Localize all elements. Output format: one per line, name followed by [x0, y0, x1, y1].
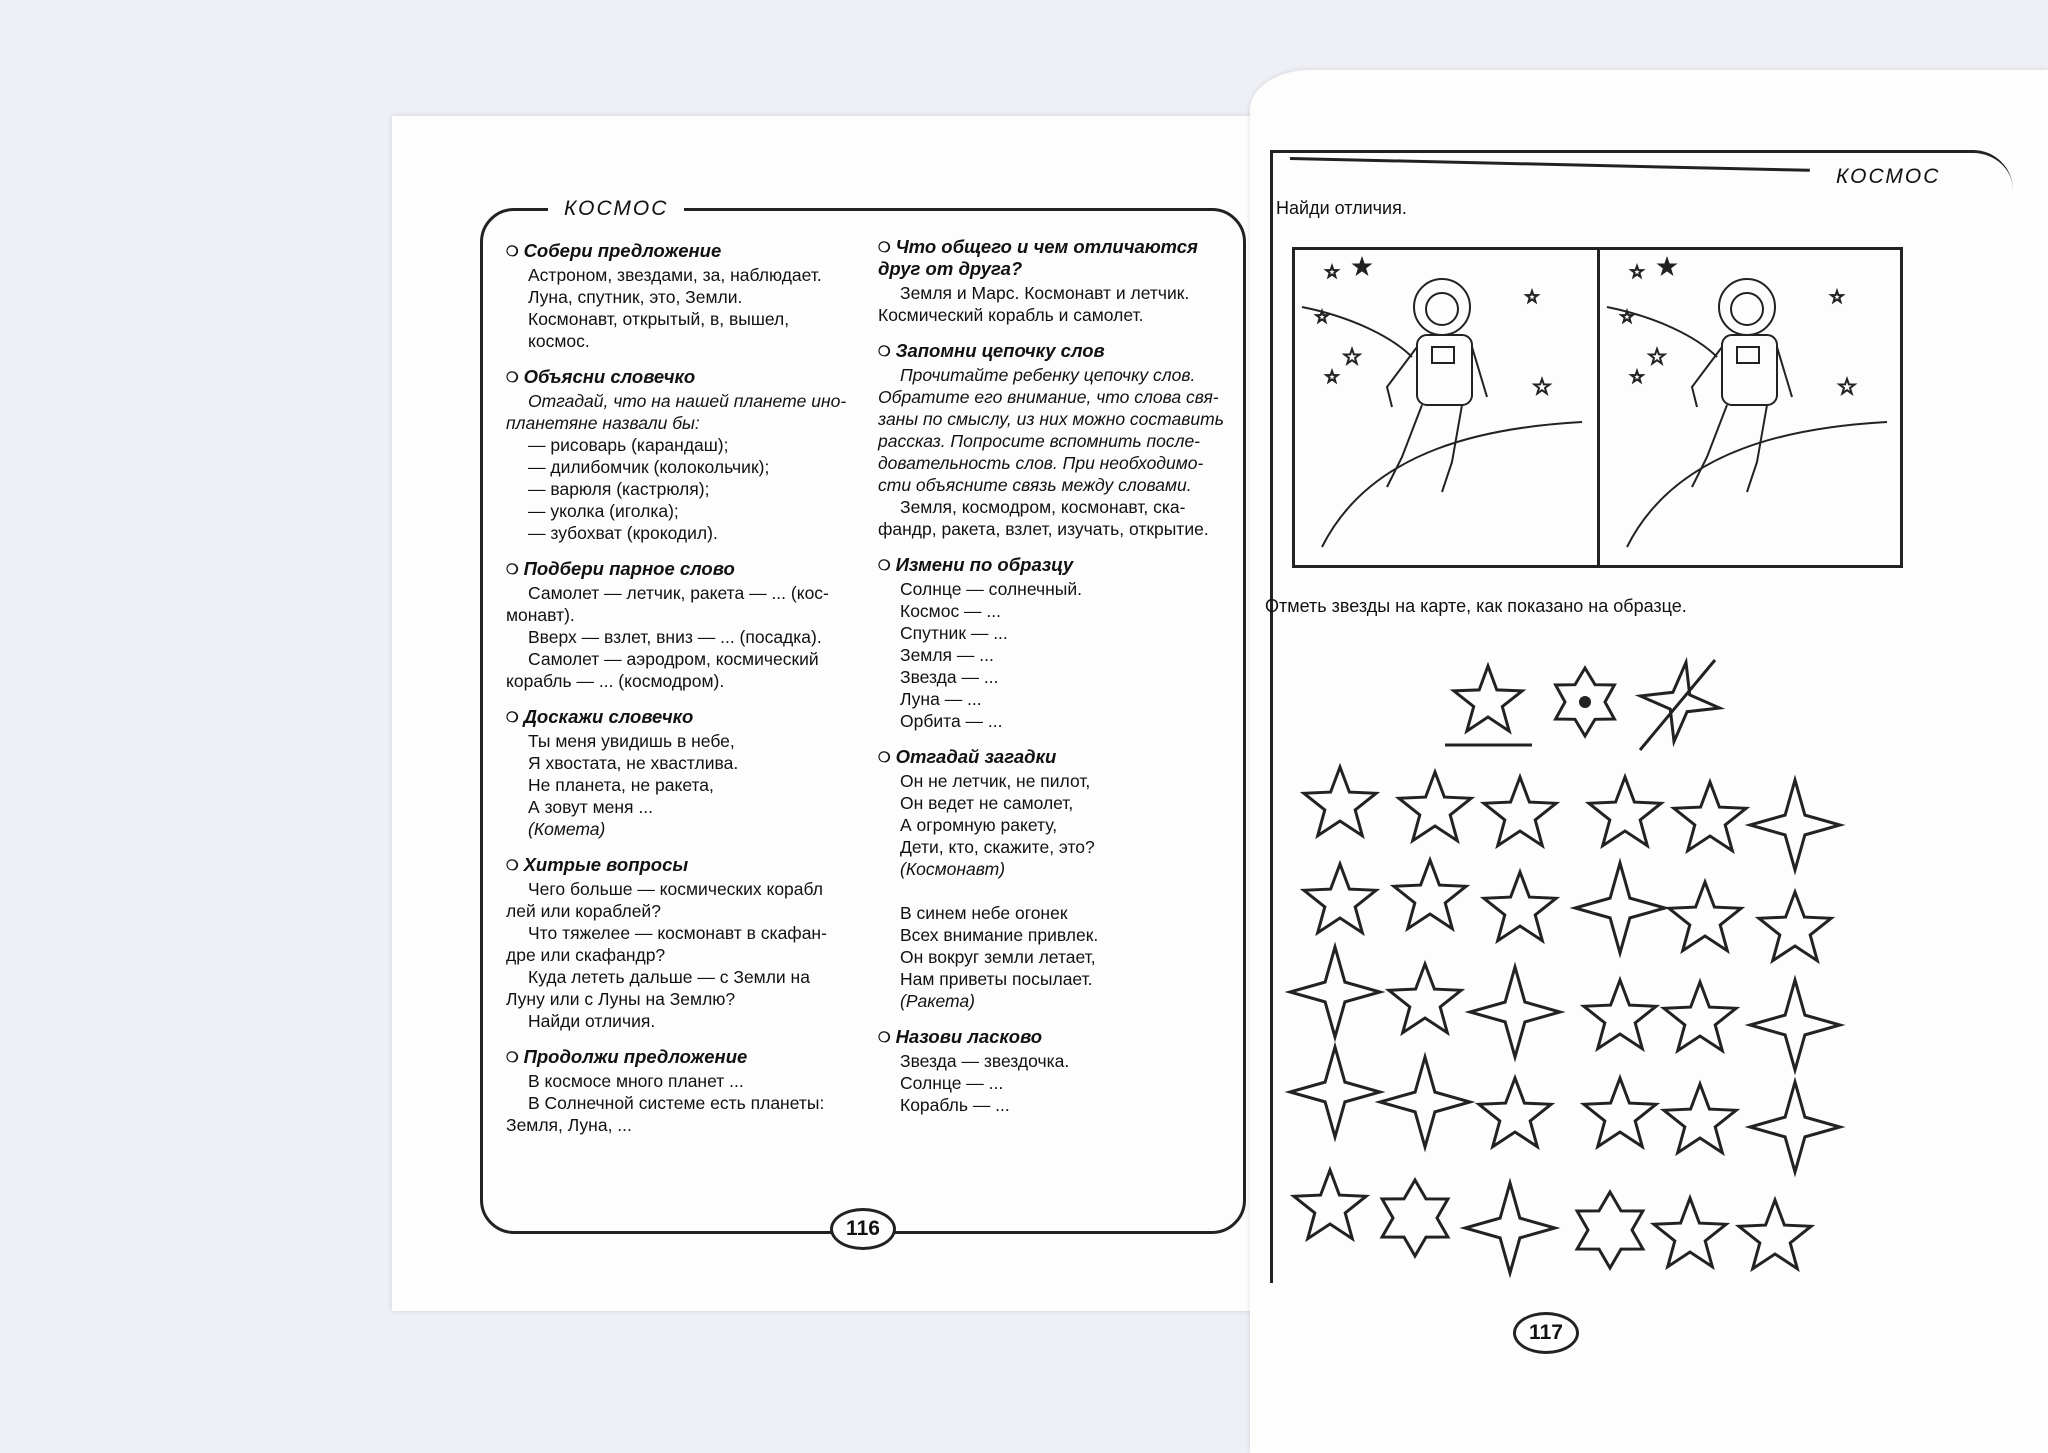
section-title: ❍ Объясни словечко — [506, 366, 851, 388]
astronaut-right — [1607, 259, 1887, 547]
text-line: Чего больше — космических корабл — [528, 879, 823, 899]
star-shape — [1389, 964, 1461, 1033]
text-line: Корабль — ... — [900, 1095, 1010, 1115]
star-shape — [1654, 1198, 1726, 1267]
text-line: заны по смыслу, из них можно составить — [878, 409, 1224, 429]
text-line: — дилибомчик (колокольчик); — [528, 457, 770, 477]
left-page-header: КОСМОС — [548, 197, 684, 221]
star-shape — [1589, 777, 1661, 846]
text-line: Я хвостата, не хвастлива. — [528, 753, 739, 773]
star-shape — [1584, 980, 1656, 1049]
star-shape — [1674, 782, 1746, 851]
text-line: Луна, спутник, это, Земли. — [528, 287, 743, 307]
star-shape — [1380, 1057, 1470, 1147]
page-number-right: 117 — [1513, 1312, 1579, 1354]
text-line: Звезда — звездочка. — [900, 1051, 1070, 1071]
section — [506, 854, 851, 1032]
text-line: монавт). — [506, 605, 575, 625]
section — [506, 558, 851, 692]
section — [506, 706, 851, 840]
left-column-a — [506, 240, 851, 1150]
star-shape — [1399, 772, 1471, 841]
text-line: Куда лететь дальше — с Земли на — [528, 967, 810, 987]
star-shape — [1304, 767, 1376, 836]
text-line: Солнце — солнечный. — [900, 579, 1082, 599]
text-line: довательность слов. При необходимо- — [878, 453, 1204, 473]
star-shape — [1750, 1082, 1840, 1172]
text-line: Солнце — ... — [900, 1073, 1004, 1093]
text-line: Найди отличия. — [528, 1011, 656, 1031]
text-line: (Ракета) — [900, 991, 975, 1011]
star-shape — [1759, 892, 1831, 961]
section-title: ❍ Отгадай загадки — [878, 746, 1228, 768]
section — [878, 340, 1228, 540]
text-line — [878, 880, 1228, 902]
astronaut-illustrations — [1292, 247, 1897, 562]
mark-stars-instruction: Отметь звезды на карте, как показано на образце. — [1265, 596, 1687, 616]
section — [878, 554, 1228, 732]
text-line: Он ведет не самолет, — [900, 793, 1074, 813]
text-line: сти объясните связь между словами. — [878, 475, 1192, 495]
sample-star-underlined — [1454, 666, 1522, 731]
text-line: В Солнечной системе есть планеты: — [528, 1093, 825, 1113]
text-line: А огромную ракету, — [900, 815, 1058, 835]
section-title: ❍ Измени по образцу — [878, 554, 1228, 576]
text-line: корабль — ... (космодром). — [506, 671, 725, 691]
section — [878, 1026, 1228, 1116]
star-shape — [1664, 982, 1736, 1051]
star-shape — [1394, 860, 1466, 929]
text-line: Самолет — аэродром, космический — [528, 649, 819, 669]
star-shape — [1294, 1170, 1366, 1239]
astronaut-left — [1302, 259, 1582, 547]
star-shape — [1750, 780, 1840, 870]
text-line: рассказ. Попросите вспомнить после- — [878, 431, 1201, 451]
section — [506, 1046, 851, 1136]
text-line: Земля — ... — [900, 645, 994, 665]
text-line: (Комета) — [528, 819, 606, 839]
text-line: Вверх — взлет, вниз — ... (посадка). — [528, 627, 822, 647]
star-shape — [1470, 967, 1560, 1057]
find-differences-instruction: Найди отличия. — [1276, 198, 1407, 218]
star-shape — [1382, 1180, 1448, 1256]
text-line: Он не летчик, не пилот, — [900, 771, 1091, 791]
text-line: В синем небе огонек — [900, 903, 1068, 923]
section — [506, 366, 851, 544]
text-line: — зубохват (крокодил). — [528, 523, 718, 543]
star-shapes-grid — [1290, 640, 1850, 1260]
right-page-header: КОСМОС — [1820, 165, 1956, 189]
text-line: Орбита — ... — [900, 711, 1003, 731]
text-line: Космический корабль и самолет. — [878, 305, 1144, 325]
text-line: Прочитайте ребенку цепочку слов. — [900, 365, 1196, 385]
text-line: Астроном, звездами, за, наблюдает. — [528, 265, 822, 285]
star-shape — [1669, 882, 1741, 951]
section — [878, 236, 1228, 326]
text-line: Спутник — ... — [900, 623, 1008, 643]
star-shape — [1484, 777, 1556, 846]
section-title: ❍ Запомни цепочку слов — [878, 340, 1228, 362]
section-title: ❍ Хитрые вопросы — [506, 854, 851, 876]
left-header-rule — [693, 208, 1213, 211]
text-line: Обратите его внимание, что слова свя- — [878, 387, 1219, 407]
text-line: Звезда — ... — [900, 667, 999, 687]
star-shape — [1577, 1192, 1643, 1268]
text-line: Всех внимание привлек. — [900, 925, 1099, 945]
text-line: Космос — ... — [900, 601, 1002, 621]
text-line: Он вокруг земли летает, — [900, 947, 1096, 967]
section — [506, 240, 851, 352]
star-shape — [1290, 947, 1380, 1037]
star-shape — [1465, 1183, 1555, 1273]
text-line: — уколка (иголка); — [528, 501, 679, 521]
text-line: Отгадай, что на нашей планете ино- — [528, 391, 847, 411]
section-title: ❍ Продолжи предложение — [506, 1046, 851, 1068]
text-line: Нам приветы посылает. — [900, 969, 1093, 989]
text-line: Земля, космодром, космонавт, ска- — [900, 497, 1186, 517]
text-line: (Космонавт) — [900, 859, 1006, 879]
star-shape — [1484, 872, 1556, 941]
section-title: ❍ Назови ласково — [878, 1026, 1228, 1048]
star-shape — [1750, 980, 1840, 1070]
section-title: ❍ Что общего и чем отличаются друг от друга? — [878, 236, 1228, 280]
text-line: Луна — ... — [900, 689, 982, 709]
text-line: А зовут меня ... — [528, 797, 653, 817]
left-column-b — [878, 236, 1228, 1130]
text-line: Земля и Марс. Космонавт и летчик. — [900, 283, 1190, 303]
page-number-left: 116 — [830, 1208, 896, 1250]
star-shape — [1584, 1078, 1656, 1147]
text-line: Земля, Луна, ... — [506, 1115, 632, 1135]
text-line: Ты меня увидишь в небе, — [528, 731, 735, 751]
text-line: лей или кораблей? — [506, 901, 661, 921]
star-shape — [1739, 1200, 1811, 1269]
text-line: — варюля (кастрюля); — [528, 479, 710, 499]
star-shape — [1290, 1047, 1380, 1137]
text-line: дре или скафандр? — [506, 945, 666, 965]
text-line: фандр, ракета, взлет, изучать, открытие. — [878, 519, 1209, 539]
text-line: Самолет — летчик, ракета — ... (кос- — [528, 583, 829, 603]
section-title: ❍ Собери предложение — [506, 240, 851, 262]
text-line: Дети, кто, скажите, это? — [900, 837, 1095, 857]
section — [878, 746, 1228, 1012]
text-line: Луну или с Луны на Землю? — [506, 989, 736, 1009]
star-shape — [1479, 1078, 1551, 1147]
star-shape — [1664, 1084, 1736, 1153]
text-line: Что тяжелее — космонавт в скафан- — [528, 923, 827, 943]
section-title: ❍ Доскажи словечко — [506, 706, 851, 728]
section-title: ❍ Подбери парное слово — [506, 558, 851, 580]
text-line: — рисоварь (карандаш); — [528, 435, 729, 455]
star-shape — [1304, 864, 1376, 933]
text-line: В космосе много планет ... — [528, 1071, 744, 1091]
star-shape — [1575, 863, 1665, 953]
sample-dot — [1579, 696, 1591, 708]
text-line: планетяне назвали бы: — [506, 413, 700, 433]
text-line: Не планета, не ракета, — [528, 775, 714, 795]
text-line: Космонавт, открытый, в, вышел, космос. — [528, 309, 795, 351]
